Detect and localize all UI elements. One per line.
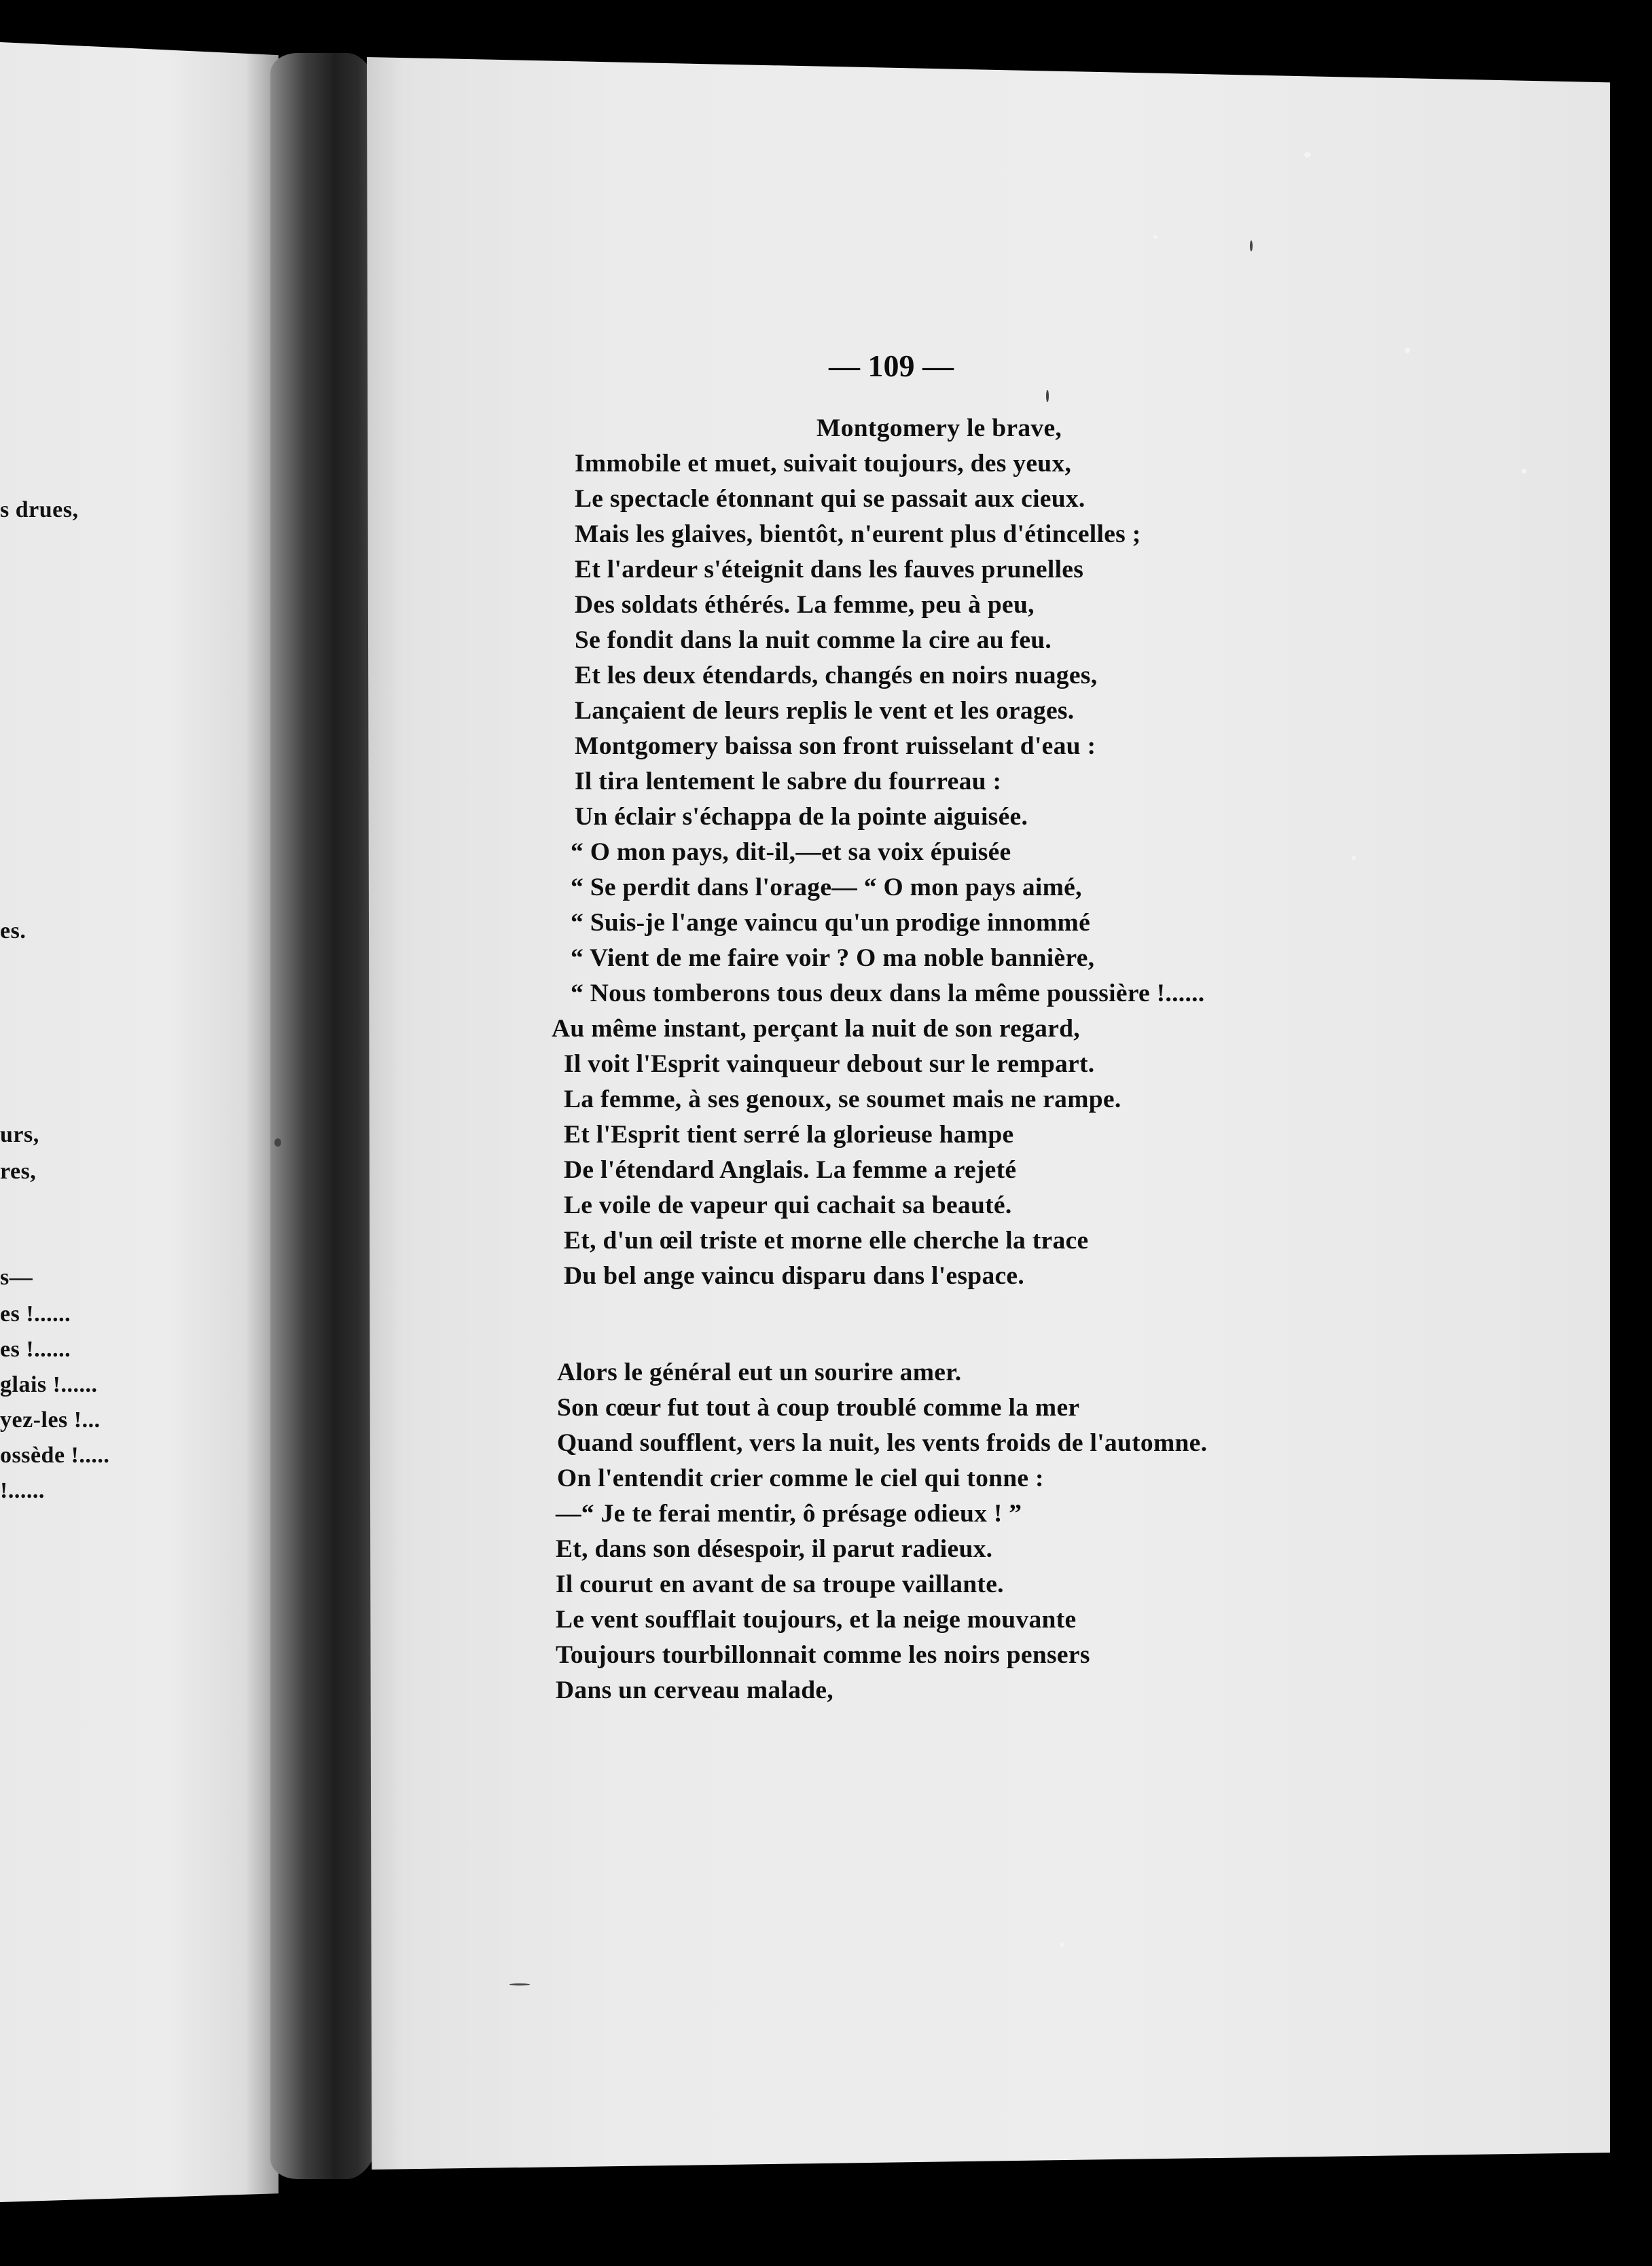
scan-speck xyxy=(1352,856,1356,860)
left-fragment: es !...... xyxy=(0,1301,71,1327)
left-fragment: es. xyxy=(0,918,26,943)
left-fragment: es !...... xyxy=(0,1337,71,1362)
left-fragment: res, xyxy=(0,1159,37,1184)
scan-speck xyxy=(1250,240,1253,251)
verse-line: Montgomery le brave, xyxy=(816,414,1062,442)
left-facing-page xyxy=(0,42,279,2202)
verse-line: Montgomery baissa son front ruisselant d'eau : xyxy=(575,732,1096,760)
verse-line: Dans un cerveau malade, xyxy=(556,1676,833,1704)
verse-line: “ Suis-je l'ange vaincu qu'un prodige innommé xyxy=(571,909,1091,937)
left-fragment: !...... xyxy=(0,1478,45,1503)
scan-speck xyxy=(509,1983,530,1985)
verse-line: Alors le général eut un sourire amer. xyxy=(557,1359,962,1386)
verse-line: Et l'Esprit tient serré la glorieuse hampe xyxy=(564,1121,1014,1149)
verse-line: Lançaient de leurs replis le vent et les orages. xyxy=(575,697,1075,725)
verse-line: Il courut en avant de sa troupe vaillante. xyxy=(556,1570,1004,1598)
verse-line: Immobile et muet, suivait toujours, des yeux, xyxy=(575,450,1072,478)
verse-line: Et, dans son désespoir, il parut radieux. xyxy=(556,1535,993,1563)
left-fragment: ossède !..... xyxy=(0,1443,110,1468)
verse-line: “ Nous tomberons tous deux dans la même poussière !...... xyxy=(571,979,1205,1007)
verse-line: Le vent soufflait toujours, et la neige mouvante xyxy=(556,1606,1077,1634)
scan-speck xyxy=(1522,469,1526,473)
verse-line: Il voit l'Esprit vainqueur debout sur le rempart. xyxy=(564,1050,1095,1078)
scan-speck xyxy=(1046,390,1049,402)
left-fragment: yez-les !... xyxy=(0,1407,101,1433)
verse-line: Son cœur fut tout à coup troublé comme la mer xyxy=(557,1394,1080,1422)
verse-line: Au même instant, perçant la nuit de son regard, xyxy=(552,1015,1080,1043)
left-fragment: s drues, xyxy=(0,497,79,522)
left-fragment: glais !...... xyxy=(0,1372,98,1397)
scan-speck xyxy=(1304,152,1311,158)
scan-speck xyxy=(274,1138,281,1147)
verse-line: —“ Je te ferai mentir, ô présage odieux ! ” xyxy=(556,1500,1022,1528)
verse-line: Quand soufflent, vers la nuit, les vents froids de l'automne. xyxy=(557,1429,1208,1457)
scan-speck xyxy=(1405,348,1410,353)
verse-line: Des soldats éthérés. La femme, peu à peu, xyxy=(575,591,1035,619)
verse-line: Il tira lentement le sabre du fourreau : xyxy=(575,768,1002,795)
verse-line: Le voile de vapeur qui cachait sa beauté. xyxy=(564,1191,1012,1219)
verse-line: Mais les glaives, bientôt, n'eurent plus d'étincelles ; xyxy=(575,520,1141,548)
verse-line: Et, d'un œil triste et morne elle cherche la trace xyxy=(564,1227,1089,1255)
verse-line: “ Vient de me faire voir ? O ma noble bannière, xyxy=(571,944,1095,972)
scan-speck xyxy=(1060,1943,1064,1947)
left-fragment: urs, xyxy=(0,1122,39,1147)
right-page xyxy=(367,57,1610,2170)
verse-line: Se fondit dans la nuit comme la cire au feu. xyxy=(575,626,1052,654)
verse-line: De l'étendard Anglais. La femme a rejeté xyxy=(564,1156,1017,1184)
page-number: — 109 — xyxy=(829,348,954,383)
verse-line: “ O mon pays, dit-il,—et sa voix épuisée xyxy=(571,838,1011,866)
verse-line: Toujours tourbillonnait comme les noirs pensers xyxy=(556,1641,1090,1669)
verse-line: Et l'ardeur s'éteignit dans les fauves prunelles xyxy=(575,556,1084,583)
verse-line: Un éclair s'échappa de la pointe aiguisée. xyxy=(575,803,1028,831)
verse-line: Du bel ange vaincu disparu dans l'espace. xyxy=(564,1262,1025,1290)
verse-line: “ Se perdit dans l'orage— “ O mon pays aimé, xyxy=(571,874,1082,901)
left-fragment: s— xyxy=(0,1265,33,1290)
verse-line: Et les deux étendards, changés en noirs nuages, xyxy=(575,662,1098,689)
verse-line: On l'entendit crier comme le ciel qui tonne : xyxy=(557,1464,1044,1492)
verse-line: La femme, à ses genoux, se soumet mais ne rampe. xyxy=(564,1085,1121,1113)
scan-speck xyxy=(1153,235,1157,239)
verse-line: Le spectacle étonnant qui se passait aux cieux. xyxy=(575,485,1085,513)
